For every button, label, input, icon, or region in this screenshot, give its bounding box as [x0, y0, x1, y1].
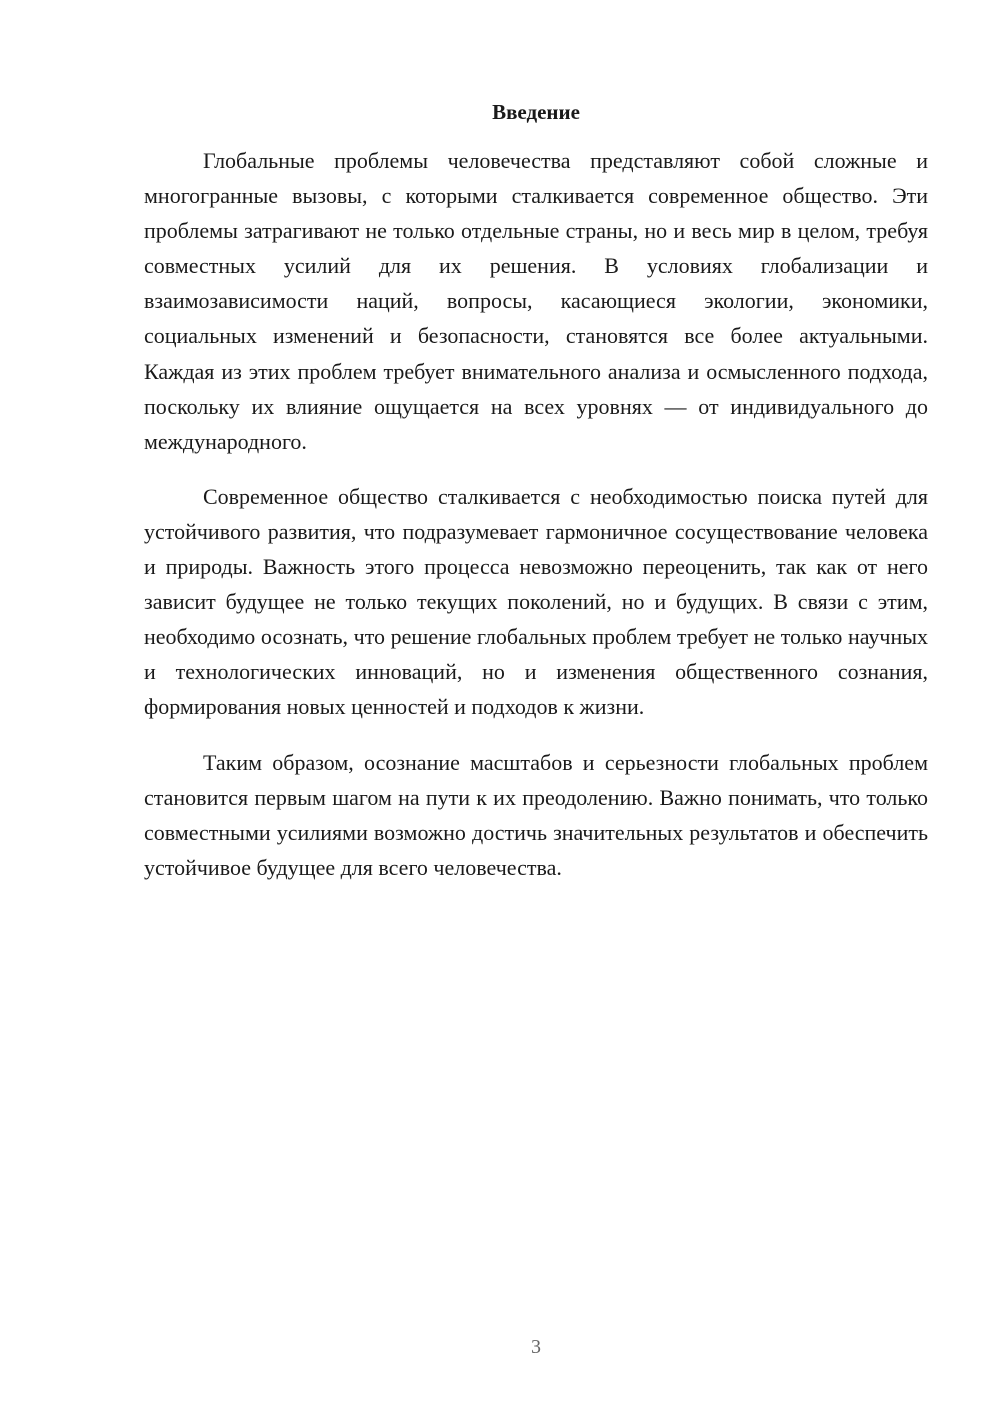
paragraph-3: Таким образом, осознание масштабов и серьезности глобальных проблем становится первым шагом на пути к их преодолению. Важно понимать, что только совместными усилиями возможно достичь значительных результатов и обеспечить устойчивое будущее для всего человечества. [144, 749, 928, 880]
page-number: 3 [531, 1336, 541, 1358]
body-text [144, 143, 928, 905]
section-title: Введение [492, 100, 580, 124]
paragraph-2: Современное общество сталкивается с необходимостью поиска путей для устойчивого развития, что подразумевает гармоничное сосуществование человека и природы. Важность этого процесса невозможно переоценить, так как от него зависит будущее не только текущих поколений, но и будущих. В связи с этим, необходимо осознать, что решение глобальных проблем требует не только научных и технологических инноваций, но и изменения общественного сознания, формирования новых ценностей и подходов к жизни. [144, 483, 928, 720]
paragraph-1: Глобальные проблемы человечества представляют собой сложные и многогранные вызовы, с которыми сталкивается современное общество. Эти проблемы затрагивают не только отдельные страны, но и весь мир в целом, требуя совместных усилий для их решения. В условиях глобализации и взаимозависимости наций, вопросы, касающиеся экологии, экономики, социальных изменений и безопасности, становятся все более актуальными. Каждая из этих проблем требует внимательного анализа и осмысленного подхода, поскольку их влияние ощущается на всех уровнях — от индивидуального до международного. [144, 148, 928, 454]
